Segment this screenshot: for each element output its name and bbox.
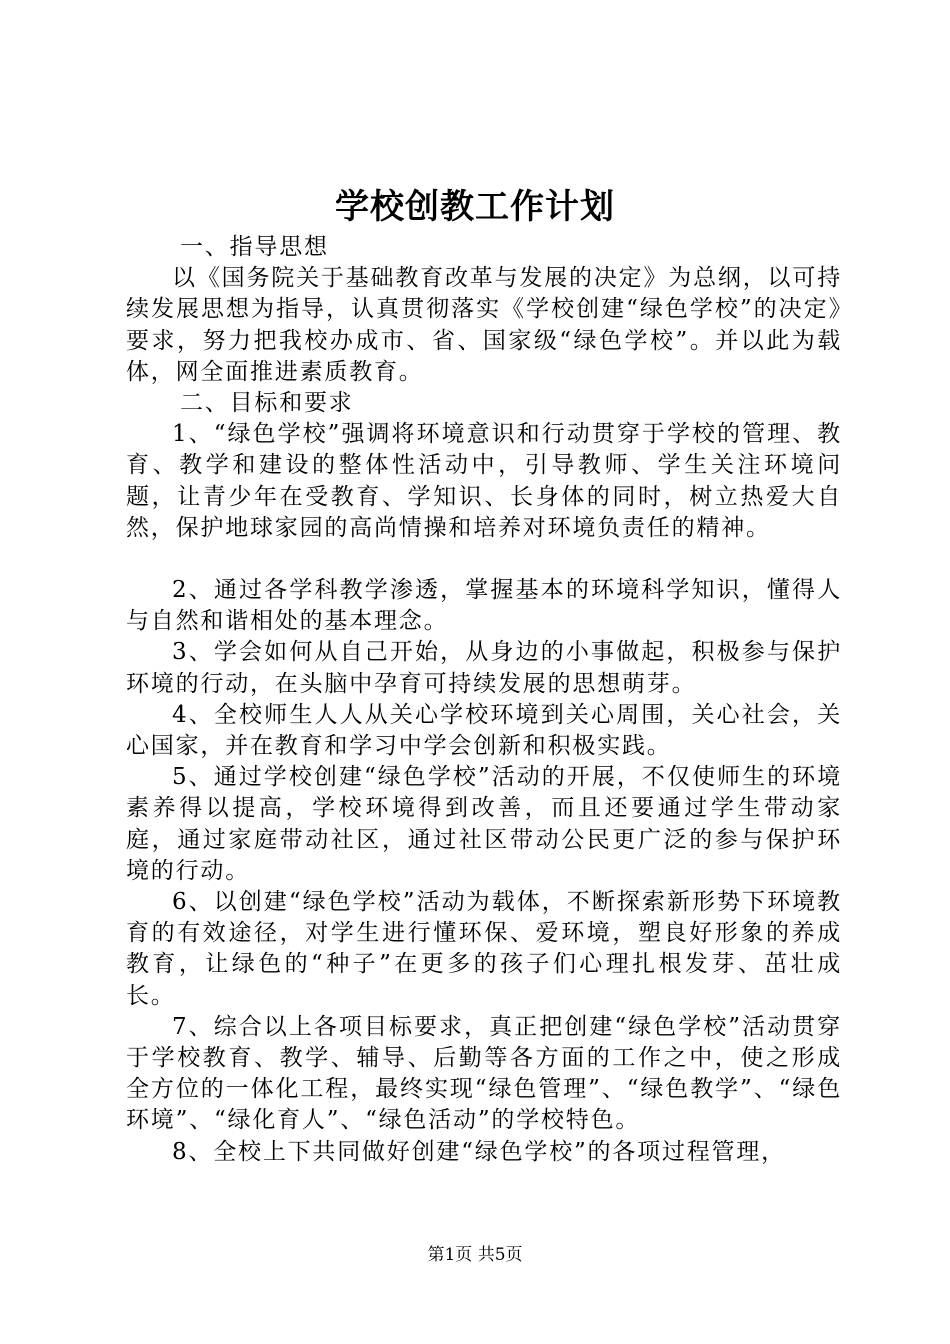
goal-item-4: 4、全校师生人人从关心学校环境到关心周围，关心社会，关心国家，并在教育和学习中学会创新和积极实践。 [126, 701, 842, 760]
goal-item-7: 7、综合以上各项目标要求，真正把创建“绿色学校”活动贯穿于学校教育、教学、辅导、后勤等各方面的工作之中，使之形成全方位的一体化工程，最终实现“绿色管理”、“绿色教学”、“绿色环境”、“绿化育人”、“绿色活动”的学校特色。 [126, 1013, 842, 1134]
goal-item-6: 6、以创建“绿色学校”活动为载体，不断探索新形势下环境教育的有效途径，对学生进行懂环保、爱环境，塑良好形象的养成教育，让绿色的“种子”在更多的孩子们心理扎根发芽、茁壮成长。 [126, 889, 842, 1009]
goal-item-1: 1、“绿色学校”强调将环境意识和行动贯穿于学校的管理、教育、教学和建设的整体性活动中，引导教师、学生关注环境问题，让青少年在受教育、学知识、长身体的同时，树立热爱大自然，保护地球家园的高尚情操和培养对环境负责任的精神。 [126, 421, 842, 541]
paragraph-guiding-ideology: 以《国务院关于基础教育改革与发展的决定》为总纲，以可持续发展思想为指导，认真贯彻落实《学校创建“绿色学校”的决定》要求，努力把我校办成市、省、国家级“绿色学校”。并以此为载体，网全面推进素质教育。 [126, 265, 842, 385]
section-heading-goals: 二、目标和要求 [180, 390, 354, 417]
document-body [126, 232, 842, 1168]
document-title: 学校创教工作计划 [335, 187, 615, 227]
goal-item-5: 5、通过学校创建“绿色学校”活动的开展，不仅使师生的环境素养得以提高，学校环境得到改善，而且还要通过学生带动家庭，通过家庭带动社区，通过社区带动公民更广泛的参与保护环境的行动。 [126, 764, 842, 884]
goal-item-3: 3、学会如何从自己开始，从身边的小事做起，积极参与保护环境的行动，在头脑中孕育可持续发展的思想萌芽。 [126, 639, 842, 697]
page-number-footer: 第1页 共5页 [427, 1245, 523, 1265]
goal-item-2: 2、通过各学科教学渗透，掌握基本的环境科学知识，懂得人与自然和谐相处的基本理念。 [126, 577, 842, 635]
section-heading-guiding-ideology: 一、指导思想 [180, 234, 329, 260]
goal-item-8: 8、全校上下共同做好创建“绿色学校”的各项过程管理， [172, 1138, 786, 1165]
